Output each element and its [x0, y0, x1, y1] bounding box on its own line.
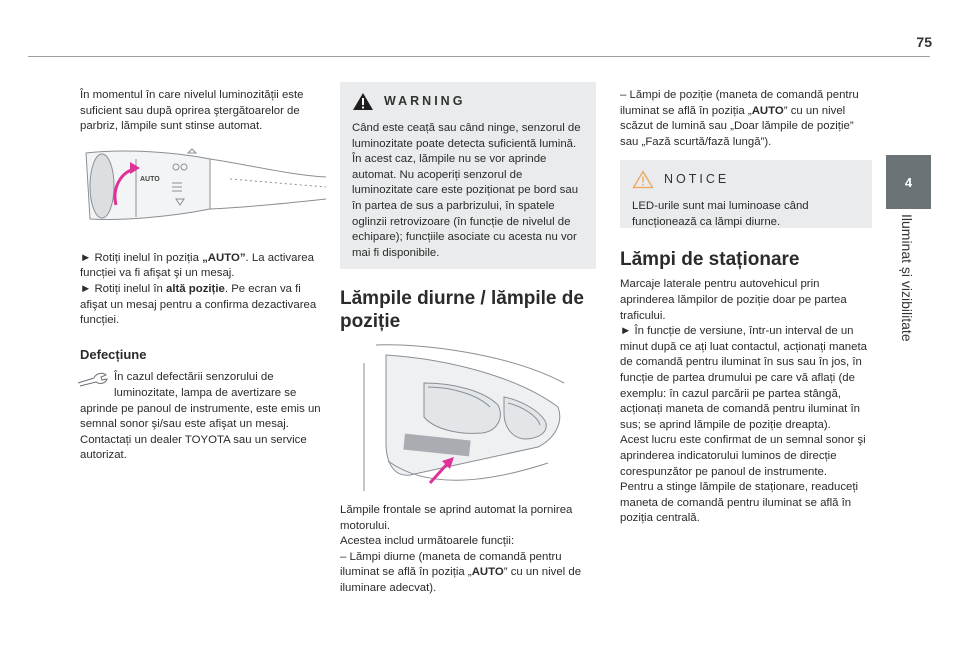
- fault-paragraph: [80, 370, 328, 464]
- parking-p3: Acest lucru este confirmat de un semnal sonor şi aprinderea indicatorului luminos de direcție corespunzător pe panoul de instrumente.: [620, 434, 866, 478]
- drl-heading: Lămpile diurne / lămpile de poziție: [340, 288, 584, 332]
- drl-item2-bold: AUTO: [751, 104, 784, 117]
- step-other-prefix: ► Rotiți inelul în: [80, 282, 166, 295]
- drl-item1-bold: AUTO: [471, 566, 504, 579]
- step-auto: [80, 251, 328, 282]
- notice-title: NOTICE: [664, 172, 730, 187]
- drl-item2-suffix: ” cu un nivel scăzut de lumină sau „Doar lămpile de poziție” sau „Fază scurtă/fază lungă”).: [620, 104, 854, 148]
- parking-p4: Pentru a stinge lămpile de staționare, readuceți maneta de comandă pentru iluminat se află în poziția centrală.: [620, 481, 859, 525]
- warning-title: WARNING: [384, 93, 466, 108]
- notice-triangle-icon: [632, 170, 654, 189]
- warning-triangle-icon: [352, 92, 374, 111]
- figure-auto-label: AUTO: [140, 175, 160, 183]
- warning-box: [340, 82, 596, 269]
- step-auto-suffix: . La activarea funcției va fi afişat şi un mesaj.: [80, 251, 314, 280]
- chapter-label: [893, 214, 923, 464]
- chapter-tab[interactable]: 4: [886, 155, 931, 209]
- column-3: [620, 88, 872, 527]
- fault-heading: Defecțiune: [80, 346, 147, 362]
- step-other-bold: altă poziție: [165, 282, 225, 295]
- step-other: [80, 282, 328, 329]
- intro-paragraph: În momentul în care nivelul luminozității este suficient sau după oprirea ştergătoarelor de parbriz, lămpile sunt stinse automat.: [80, 89, 304, 133]
- header-rule: [28, 56, 930, 57]
- drl-item1: [340, 550, 596, 597]
- column-2: [340, 82, 596, 597]
- light-stalk-illustration: [80, 147, 328, 245]
- fault-text: În cazul defectării senzorului de luminozitate, lampa de avertizare se aprinde pe panoul de instrumente, este emis un semnal sonor şi/sau este afişat un mesaj. Contactați un dealer TOYOTA sau un service autorizat.: [80, 371, 321, 462]
- step-auto-bold: „AUTO”: [202, 251, 246, 264]
- drl-p1: Lămpile frontale se aprind automat la pornirea motorului.: [340, 504, 573, 532]
- drl-p2: Acestea includ următoarele funcții:: [340, 535, 515, 548]
- notice-box: [620, 160, 872, 228]
- wrench-icon: [76, 371, 110, 387]
- step-auto-prefix: ► Rotiți inelul în poziția: [80, 251, 203, 264]
- notice-text: LED-urile sunt mai luminoase când funcționează ca lămpi diurne.: [632, 200, 809, 228]
- drl-item1-suffix: ” cu un nivel de iluminare adecvat).: [340, 566, 582, 594]
- page-number: 75: [916, 34, 932, 50]
- drl-item1-prefix: – Lămpi diurne (maneta de comandă pentru iluminat se află în poziția „: [340, 550, 562, 579]
- parking-p2: ► În funcție de versiune, într-un interval de un minut după ce ați luat contactul, acționați maneta de comandă pentru iluminat în sus sau în jos, în funcție de partea drumului pe care vă aflați (de exemplu: în cazul parcării pe partea stângă, acționați maneta de comandă pentru iluminat în sus; se aprind lămpile de poziție dreapta).: [620, 325, 867, 431]
- warning-text: Când este ceață sau când ninge, senzorul de luminozitate poate detecta suficientă lumină. În acest caz, lămpile nu se vor aprinde automat. Nu acoperiți senzorul de luminozitate care este poziționat pe bord sau în partea de sus a parbrizului, în spatele oglinzii retrovizoare (în funcție de nivelul de echipare); funcțiile asociate cu acesta nu vor mai fi disponibile.: [352, 122, 581, 259]
- step-other-suffix: . Pe ecran va fi afişat un mesaj pentru a confirma dezactivarea funcției.: [80, 282, 317, 327]
- chapter-label-text: Iluminat și vizibilitate: [899, 214, 915, 342]
- headlamp-illustration: [358, 343, 568, 493]
- parking-lamps-heading: Lămpi de staționare: [620, 249, 800, 271]
- drl-item2: [620, 88, 872, 150]
- column-1: [80, 88, 328, 464]
- drl-item2-prefix: – Lămpi de poziție (maneta de comandă pentru iluminat se află în poziția „: [620, 89, 859, 117]
- parking-p1: Marcaje laterale pentru autovehicul prin aprinderea lămpilor de poziție doar pe partea traficului.: [620, 278, 847, 322]
